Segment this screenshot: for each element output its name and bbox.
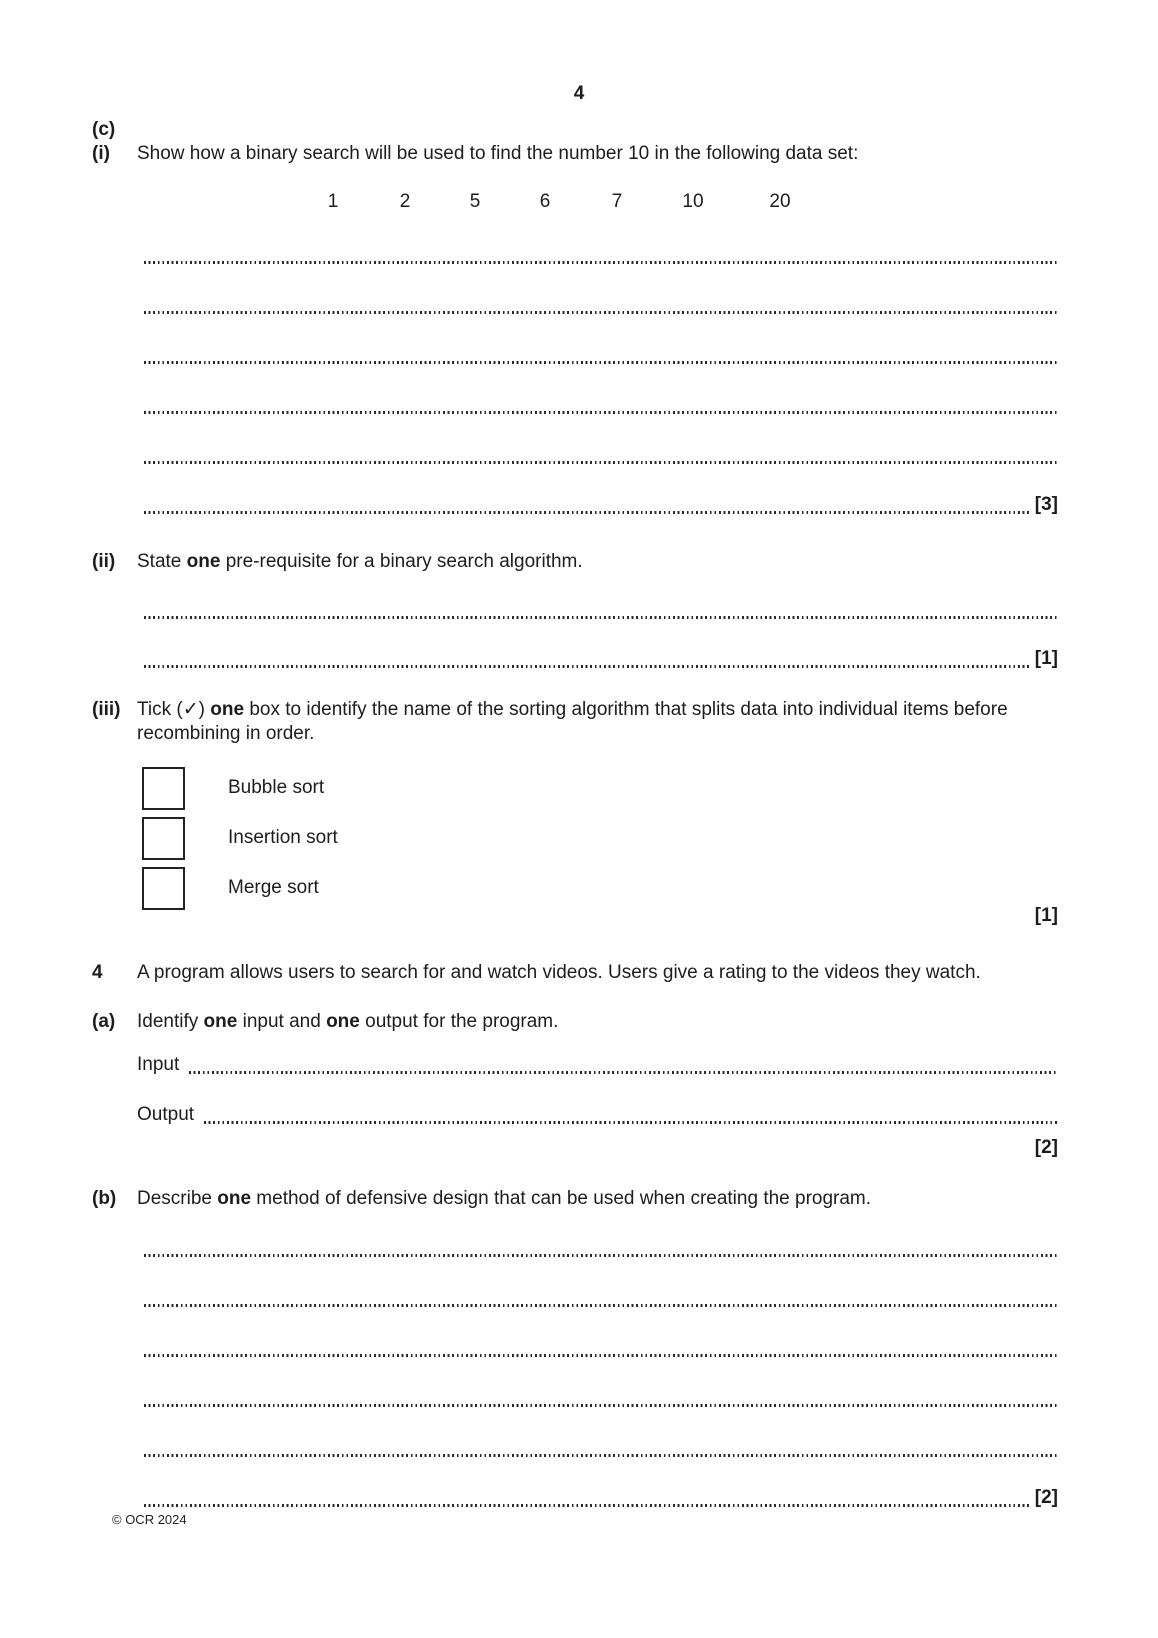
input-label: Input bbox=[137, 1054, 180, 1075]
answer-line bbox=[144, 343, 1058, 367]
dotted-rule bbox=[144, 511, 1029, 514]
checkbox-bubble-sort[interactable] bbox=[142, 767, 185, 810]
question-c-ii-text: State one pre-requisite for a binary search algorithm. bbox=[137, 551, 583, 572]
marks-badge: [2] bbox=[1034, 1487, 1058, 1508]
answer-line bbox=[144, 1336, 1058, 1360]
marks-badge: [2] bbox=[1034, 1137, 1058, 1158]
part-4b-label: (b) bbox=[92, 1188, 117, 1209]
marks-badge: [3] bbox=[1034, 494, 1058, 515]
answer-line bbox=[144, 293, 1058, 317]
question-4b-text: Describe one method of defensive design that can be used when creating the program. bbox=[137, 1188, 872, 1209]
answer-line bbox=[144, 393, 1058, 417]
part-c-ii-label: (ii) bbox=[92, 551, 116, 572]
question-4-intro: A program allows users to search for and watch videos. Users give a rating to the videos they watch. bbox=[137, 962, 981, 983]
dotted-rule bbox=[144, 1254, 1058, 1257]
output-answer-line bbox=[137, 1103, 1058, 1127]
option-label-merge-sort: Merge sort bbox=[228, 877, 319, 898]
data-set-value: 2 bbox=[399, 191, 411, 212]
answer-line bbox=[144, 1386, 1058, 1410]
dotted-rule bbox=[144, 1354, 1058, 1357]
answer-line bbox=[144, 1436, 1058, 1460]
data-set-value: 5 bbox=[469, 191, 481, 212]
dotted-rule bbox=[144, 411, 1058, 414]
marks-badge: [1] bbox=[1034, 648, 1058, 669]
part-c-i-label: (i) bbox=[92, 143, 110, 164]
answer-line bbox=[144, 1236, 1058, 1260]
data-set-value: 7 bbox=[611, 191, 623, 212]
dotted-rule bbox=[144, 1504, 1029, 1507]
question-c-iii-text: Tick (✓) one box to identify the name of the sorting algorithm that splits data into individual items before recombining in order. bbox=[137, 699, 1008, 744]
part-4a-label: (a) bbox=[92, 1011, 116, 1032]
dotted-rule bbox=[144, 461, 1058, 464]
dotted-rule bbox=[144, 665, 1029, 668]
dotted-rule bbox=[204, 1121, 1058, 1124]
answer-line bbox=[144, 598, 1058, 622]
answer-line bbox=[144, 647, 1058, 671]
data-set-value: 10 bbox=[682, 191, 704, 212]
part-c-label: (c) bbox=[92, 119, 116, 140]
part-c-iii-label: (iii) bbox=[92, 699, 121, 720]
answer-line bbox=[144, 243, 1058, 267]
dotted-rule bbox=[144, 1454, 1058, 1457]
dotted-rule bbox=[144, 1304, 1058, 1307]
option-label-insertion-sort: Insertion sort bbox=[228, 827, 338, 848]
dotted-rule bbox=[144, 361, 1058, 364]
answer-line bbox=[144, 1286, 1058, 1310]
marks-badge: [1] bbox=[1034, 905, 1058, 926]
option-label-bubble-sort: Bubble sort bbox=[228, 777, 325, 798]
input-answer-line bbox=[137, 1053, 1058, 1077]
data-set-value: 1 bbox=[327, 191, 339, 212]
copyright-footer: © OCR 2024 bbox=[112, 1512, 187, 1527]
dotted-rule bbox=[144, 616, 1058, 619]
question-c-i-text: Show how a binary search will be used to find the number 10 in the following data set: bbox=[137, 143, 859, 164]
answer-line bbox=[144, 443, 1058, 467]
output-label: Output bbox=[137, 1104, 195, 1125]
checkbox-merge-sort[interactable] bbox=[142, 867, 185, 910]
checkbox-insertion-sort[interactable] bbox=[142, 817, 185, 860]
dotted-rule bbox=[189, 1071, 1058, 1074]
data-set-value: 20 bbox=[769, 191, 791, 212]
answer-line bbox=[144, 493, 1058, 517]
dotted-rule bbox=[144, 311, 1058, 314]
dotted-rule bbox=[144, 1404, 1058, 1407]
answer-line bbox=[144, 1486, 1058, 1510]
data-set-value: 6 bbox=[539, 191, 551, 212]
question-4-number: 4 bbox=[92, 962, 103, 983]
question-4a-text: Identify one input and one output for the program. bbox=[137, 1011, 559, 1032]
page-number: 4 bbox=[573, 83, 585, 104]
dotted-rule bbox=[144, 261, 1058, 264]
